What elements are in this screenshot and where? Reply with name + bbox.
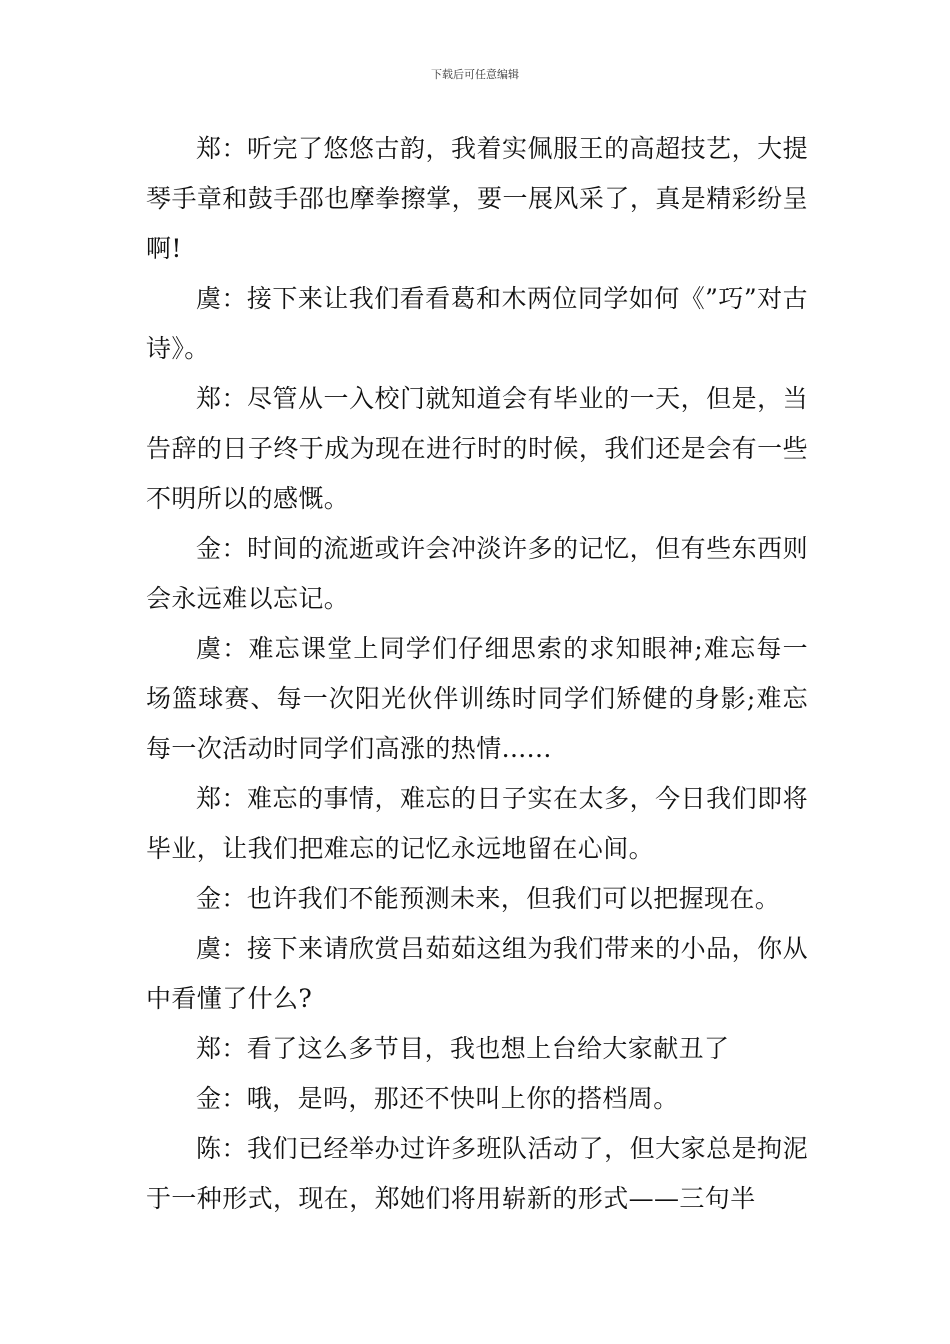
paragraph: 金：也许我们不能预测未来，但我们可以把握现在。 (196, 884, 781, 913)
paragraph: 金：哦，是吗，那还不快叫上你的搭档周。 (196, 1084, 679, 1113)
paragraph: 金：时间的流逝或许会冲淡许多的记忆，但有些东西则会永远难以忘记。 (146, 534, 808, 613)
paragraph: 郑：听完了悠悠古韵，我着实佩服王的高超技艺，大提琴手章和鼓手邵也摩拳擦掌，要一展风采了，真是精彩纷呈啊! (146, 134, 808, 263)
paragraph: 郑：看了这么多节目，我也想上台给大家献丑了 (196, 1034, 730, 1063)
paragraph: 虞：难忘课堂上同学们仔细思索的求知眼神;难忘每一场篮球赛、每一次阳光伙伴训练时同学们矫健的身影;难忘每一次活动时同学们高涨的热情...... (146, 634, 808, 763)
paragraph: 郑：尽管从一入校门就知道会有毕业的一天，但是，当告辞的日子终于成为现在进行时的时候，我们还是会有一些不明所以的感慨。 (146, 384, 808, 513)
paragraph: 虞：接下来请欣赏吕茹茹这组为我们带来的小品，你从中看懂了什么? (146, 934, 808, 1013)
page-header: 下载后可任意编辑 (431, 68, 519, 81)
paragraph: 郑：难忘的事情，难忘的日子实在太多，今日我们即将毕业，让我们把难忘的记忆永远地留在心间。 (146, 784, 808, 863)
document-body (146, 124, 808, 1224)
paragraph: 陈：我们已经举办过许多班队活动了，但大家总是拘泥于一种形式，现在，郑她们将用崭新的形式——三句半 (146, 1134, 808, 1213)
paragraph: 虞：接下来让我们看看葛和木两位同学如何《”巧”对古诗》。 (146, 284, 808, 363)
